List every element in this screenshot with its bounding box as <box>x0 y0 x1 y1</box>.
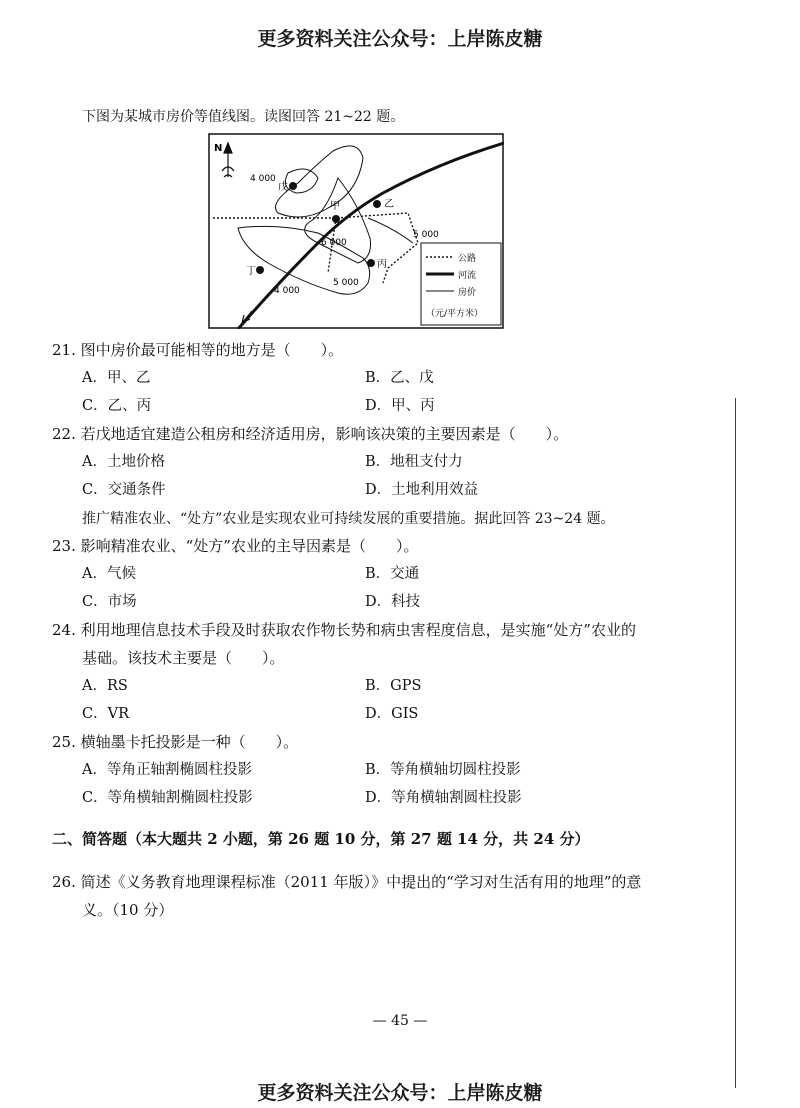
q21-option-c: C．乙、丙 <box>82 398 152 414</box>
question-23-stem: 23. 影响精准农业、“处方”农业的主导因素是（ ）。 <box>52 537 419 555</box>
question-26-stem-continued: 义。（10 分） <box>82 901 174 919</box>
q21-option-b: B．乙、戊 <box>365 370 434 386</box>
legend-unit-label: （元/平方米） <box>426 309 484 319</box>
page-number: — 45 — <box>372 1013 428 1029</box>
place-label-ding: 丁 <box>246 266 256 277</box>
page-edge-line <box>735 398 736 1088</box>
question-21-stem: 21. 图中房价最可能相等的地方是（ ）。 <box>52 341 344 359</box>
q24-option-c: C．VR <box>82 706 129 722</box>
contour-label: 5 000 <box>333 278 359 288</box>
legend-road-label: 公路 <box>458 254 477 264</box>
house-price-contour-map <box>208 133 504 329</box>
question-25-stem: 25. 横轴墨卡托投影是一种（ ）。 <box>52 733 299 751</box>
legend-price-label: 房价 <box>458 288 477 298</box>
q25-option-b: B．等角横轴切圆柱投影 <box>365 762 521 778</box>
q22-option-c: C．交通条件 <box>82 482 166 498</box>
q23-option-c: C．市场 <box>82 594 137 610</box>
north-label: N <box>214 143 223 154</box>
q21-option-d: D．甲、丙 <box>365 398 435 414</box>
place-label-bing: 丙 <box>377 259 387 270</box>
q23-option-b: B．交通 <box>365 566 420 582</box>
contour-label: 6 000 <box>321 238 347 248</box>
q25-option-a: A．等角正轴割椭圆柱投影 <box>82 762 252 778</box>
q22-option-b: B．地租支付力 <box>365 454 463 470</box>
contour-label: 5 000 <box>413 230 439 240</box>
place-point-yi <box>373 200 381 208</box>
agriculture-intro-text: 推广精准农业、“处方”农业是实现农业可持续发展的重要措施。据此回答 23~24 题。 <box>82 511 615 527</box>
question-24-stem-continued: 基础。该技术主要是（ ）。 <box>82 649 285 667</box>
q24-option-d: D．GIS <box>365 706 419 722</box>
q22-option-a: A．土地价格 <box>82 454 165 470</box>
section-2-heading: 二、简答题（本大题共 2 小题，第 26 题 10 分，第 27 题 14 分，共 24 分） <box>52 830 590 848</box>
place-point-wu <box>289 182 297 190</box>
question-24-stem: 24. 利用地理信息技术手段及时获取农作物长势和病虫害程度信息，是实施“处方”农业的 <box>52 621 636 639</box>
map-intro-text: 下图为某城市房价等值线图。读图回答 21~22 题。 <box>82 109 405 125</box>
q23-option-a: A．气候 <box>82 566 136 582</box>
place-label-jia: 甲 <box>330 201 340 212</box>
page-header-watermark: 更多资料关注公众号：上岸陈皮糖 <box>257 28 543 50</box>
question-22-stem: 22. 若戊地适宜建造公租房和经济适用房，影响该决策的主要因素是（ ）。 <box>52 425 569 443</box>
place-point-ding <box>256 266 264 274</box>
place-point-jia <box>332 215 340 223</box>
legend-river-label: 河流 <box>458 271 477 281</box>
q21-option-a: A．甲、乙 <box>82 370 151 386</box>
place-label-wu: 戊 <box>278 182 288 193</box>
q24-option-a: A．RS <box>82 678 128 694</box>
question-26-stem: 26. 简述《义务教育地理课程标准（2011 年版）》中提出的“学习对生活有用的地理”的意 <box>52 873 642 891</box>
q25-option-c: C．等角横轴割椭圆柱投影 <box>82 790 253 806</box>
q25-option-d: D．等角横轴割圆柱投影 <box>365 790 522 806</box>
place-point-bing <box>367 259 375 267</box>
contour-label: 4 000 <box>250 174 276 184</box>
contour-label: 4 000 <box>274 286 300 296</box>
q24-option-b: B．GPS <box>365 678 422 694</box>
page-footer-watermark: 更多资料关注公众号：上岸陈皮糖 <box>257 1082 543 1104</box>
q23-option-d: D．科技 <box>365 594 421 610</box>
q22-option-d: D．土地利用效益 <box>365 482 479 498</box>
place-label-yi: 乙 <box>384 199 394 210</box>
